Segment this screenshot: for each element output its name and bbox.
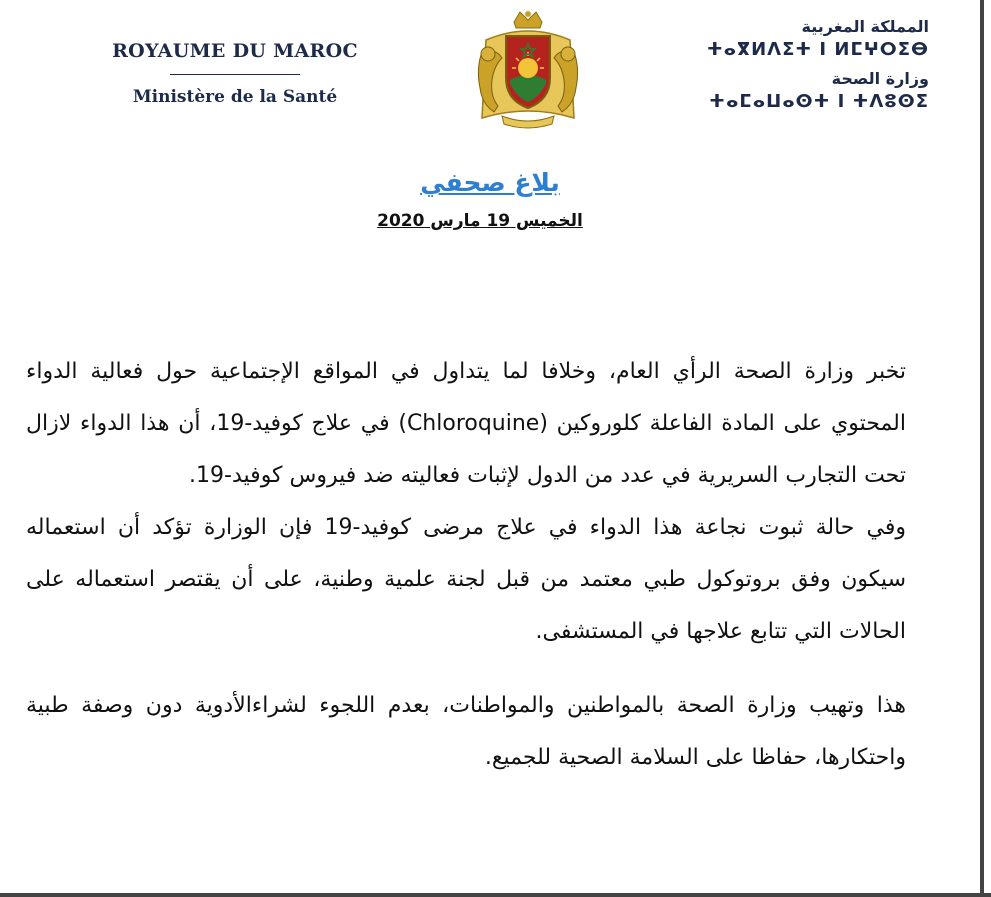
document-title-text: بلاغ صحفي [420,168,560,197]
page-border-bottom [0,893,991,897]
page-border-right [980,0,984,897]
document-date [330,211,630,231]
header-divider [170,74,300,75]
document-body [26,346,906,784]
document-title [340,168,640,197]
kingdom-name-fr: ROYAUME DU MAROC [112,40,358,62]
coat-of-arms-emblem [472,8,584,136]
kingdom-name-ar: المملكة المغربية [801,17,929,36]
body-paragraph: هذا وتهيب وزارة الصحة بالمواطنين والمواطنات، بعدم اللجوء لشراءالأدوية دون وصفة طبية واحتكارها، حفاظا على السلامة الصحية للجميع. [26,693,906,770]
body-paragraph: تخبر وزارة الصحة الرأي العام، وخلافا لما يتداول في المواقع الإجتماعية حول فعالية الدواء المحتوي على المادة الفاعلة كلوروكين (Chloroquine) في علاج كوفيد-19، أن هذا الدواء لازال تحت التجارب السريرية في عدد من الدول لإثبات فعاليته ضد فيروس كوفيد-19. [26,359,906,488]
kingdom-name-tifinagh: ⵜⴰⴳⵍⴷⵉⵜ ⵏ ⵍⵎⵖⵔⵉⴱ [706,39,929,60]
body-paragraph: وفي حالة ثبوت نجاعة هذا الدواء في علاج مرضى كوفيد-19 فإن الوزارة تؤكد أن استعماله سيكون وفق بروتوكول طبي معتمد من قبل لجنة علمية وطنية، على أن يقتصر استعماله على الحالات التي تتابع علاجها في المستشفى. [26,515,906,644]
header-arabic [689,16,929,114]
ministry-name-tifinagh: ⵜⴰⵎⴰⵡⴰⵙⵜ ⵏ ⵜⴷⵓⵙⵉ [709,91,929,112]
ministry-name-ar: وزارة الصحة [831,69,929,88]
ministry-name-fr: Ministère de la Santé [132,87,338,107]
document-date-text: الخميس 19 مارس 2020 [377,211,583,231]
header-french [100,40,370,107]
